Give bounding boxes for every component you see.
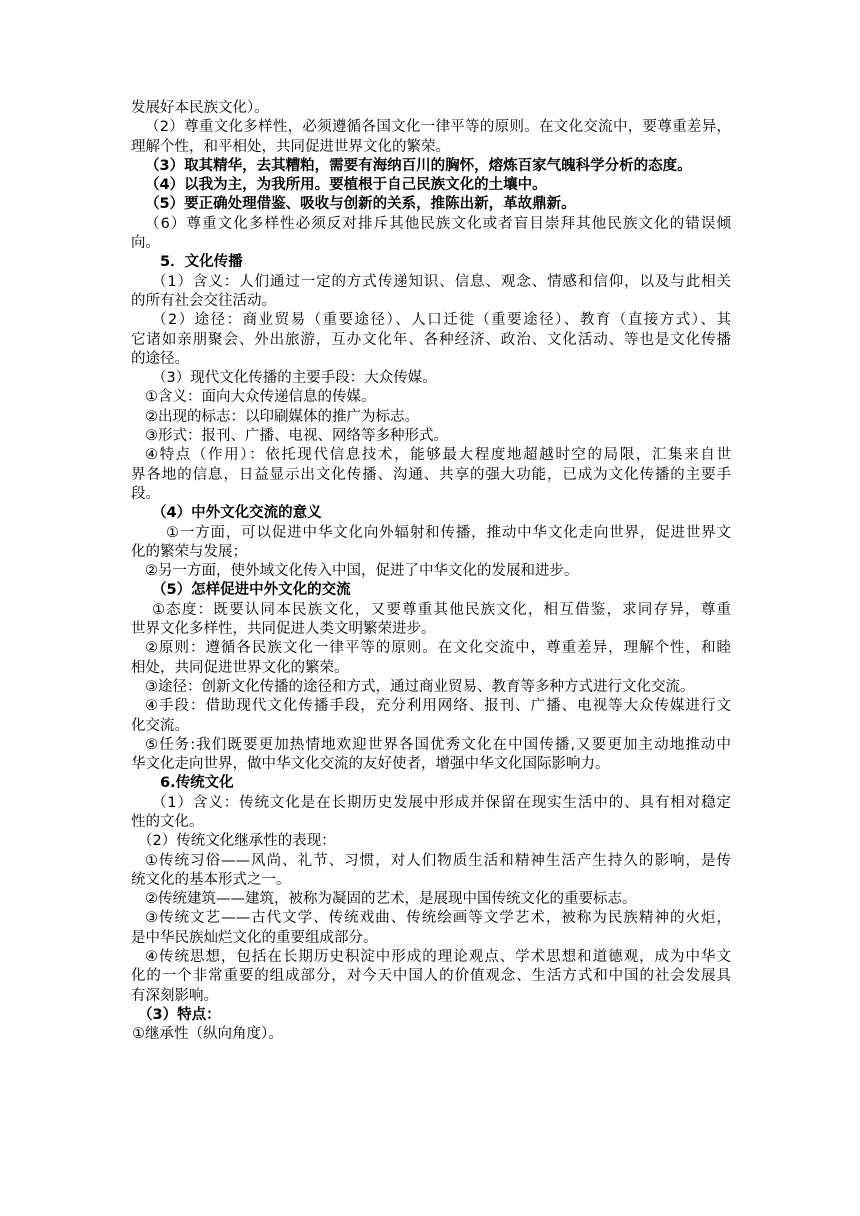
text-line: ③传统文艺——古代文学、传统戏曲、传统绘画等文学艺术，被称为民族精神的火炬，: [145, 910, 731, 927]
section-heading: （5）怎样促进中外文化的交流: [152, 582, 351, 599]
text-line: ③形式：报刊、广播、电视、网络等多种形式。: [145, 428, 448, 445]
text-line: 统文化的基本形式之一。: [131, 871, 291, 888]
text-line: ①传统习俗——风尚、礼节、习惯，对人们物质生活和精神生活产生持久的影响，是传: [145, 852, 731, 869]
text-line: 的所有社会交往活动。: [131, 292, 276, 309]
text-line: 化交流。: [131, 717, 189, 734]
text-line: ①含义：面向大众传递信息的传媒。: [145, 389, 376, 406]
text-line: 华文化走向世界，做中华文化交流的友好使者，增强中华文化国际影响力。: [131, 756, 610, 773]
text-line: 化的一个非常重要的组成部分，对今天中国人的价值观念、生活方式和中国的社会发展具: [131, 968, 731, 985]
text-line: 它诸如亲朋聚会、外出旅游，互办文化年、各种经济、政治、文化活动、等也是文化传播: [131, 331, 731, 348]
text-line: （3）现代文化传播的主要手段：大众传媒。: [152, 370, 437, 387]
text-line: ②出现的标志：以印刷媒体的推广为标志。: [145, 408, 419, 425]
text-line: ③途径：创新文化传播的途径和方式，通过商业贸易、教育等多种方式进行文化交流。: [145, 678, 695, 695]
text-line: 段。: [131, 485, 160, 502]
text-line: ①一方面，可以促进中华文化向外辐射和传播，推动中华文化走向世界，促进世界文: [166, 524, 731, 541]
text-line: （2）尊重文化多样性，必须遵循各国文化一律平等的原则。在文化交流中，要尊重差异，: [145, 119, 731, 136]
text-line: ④手段：借助现代文化传播手段，充分利用网络、报刊、广播、电视等大众传媒进行文: [145, 698, 731, 715]
text-line: 的途径。: [131, 350, 189, 367]
text-line: （6）尊重文化多样性必须反对排斥其他民族文化或者盲目崇拜其他民族文化的错误倾: [145, 215, 731, 232]
text-line: ①态度：既要认同本民族文化，又要尊重其他民族文化，相互借鉴，求同存异，尊重: [152, 601, 731, 618]
text-line: （1）含义：传统文化是在长期历史发展中形成并保留在现实生活中的、具有相对稳定: [152, 794, 731, 811]
text-line: 发展好本民族文化）。: [131, 100, 269, 116]
text-line: （1）含义：人们通过一定的方式传递知识、信息、观念、情感和信仰，以及与此相关: [152, 273, 731, 290]
text-line: 是中华民族灿烂文化的重要组成部分。: [131, 929, 378, 946]
text-line: 化的繁荣与发展；: [131, 543, 247, 560]
text-line: ②另一方面，使外域文化传入中国，促进了中华文化的发展和进步。: [145, 563, 579, 580]
text-line: 理解个性，和平相处，共同促进世界文化的繁荣。: [131, 138, 450, 155]
text-line: （4）以我为主，为我所用。要植根于自己民族文化的土壤中。: [145, 177, 547, 194]
text-line: ②传统建筑——建筑，被称为凝固的艺术，是展现中国传统文化的重要标志。: [145, 891, 637, 908]
text-line: ⑤任务:我们既要更加热情地欢迎世界各国优秀文化在中国传播,又要更加主动地推动中: [145, 736, 731, 753]
text-line: ④特点（作用）：依托现代信息技术，能够最大程度地超越时空的局限，汇集来自世: [145, 447, 731, 464]
text-line: 相处，共同促进世界文化的繁荣。: [131, 659, 349, 676]
text-line: 世界文化多样性，共同促进人类文明繁荣进步。: [131, 621, 436, 638]
text-line: 有深刻影响。: [131, 987, 218, 1004]
text-line: ①继承性（纵向角度）。: [132, 1026, 283, 1043]
text-line: 界各地的信息，日益显示出文化传播、沟通、共享的强大功能，已成为文化传播的主要手: [131, 466, 731, 483]
text-line: 向。: [131, 235, 160, 252]
section-heading: （3）特点：: [138, 1006, 221, 1023]
section-heading: 5．文化传播: [160, 254, 243, 271]
text-line: （3）取其精华，去其糟粕，需要有海纳百川的胸怀，熔炼百家气魄科学分析的态度。: [145, 157, 692, 174]
text-line: （5）要正确处理借鉴、吸收与创新的关系，推陈出新，革故鼎新。: [145, 196, 576, 213]
text-line: 性的文化。: [131, 813, 204, 830]
section-heading: （4）中外文化交流的意义: [152, 505, 322, 522]
text-line: （2）途径：商业贸易（重要途径）、人口迁徙（重要途径）、教育（直接方式）、其: [152, 312, 731, 329]
text-line: ④传统思想，包括在长期历史积淀中形成的理论观点、学术思想和道德观，成为中华文: [145, 949, 731, 966]
text-line: ②原则：遵循各民族文化一律平等的原则。在文化交流中，尊重差异，理解个性，和睦: [145, 640, 731, 657]
section-heading: 6.传统文化: [160, 775, 234, 792]
document-body: [131, 99, 731, 1045]
text-line: （2）传统文化继承性的表现：: [138, 833, 336, 850]
